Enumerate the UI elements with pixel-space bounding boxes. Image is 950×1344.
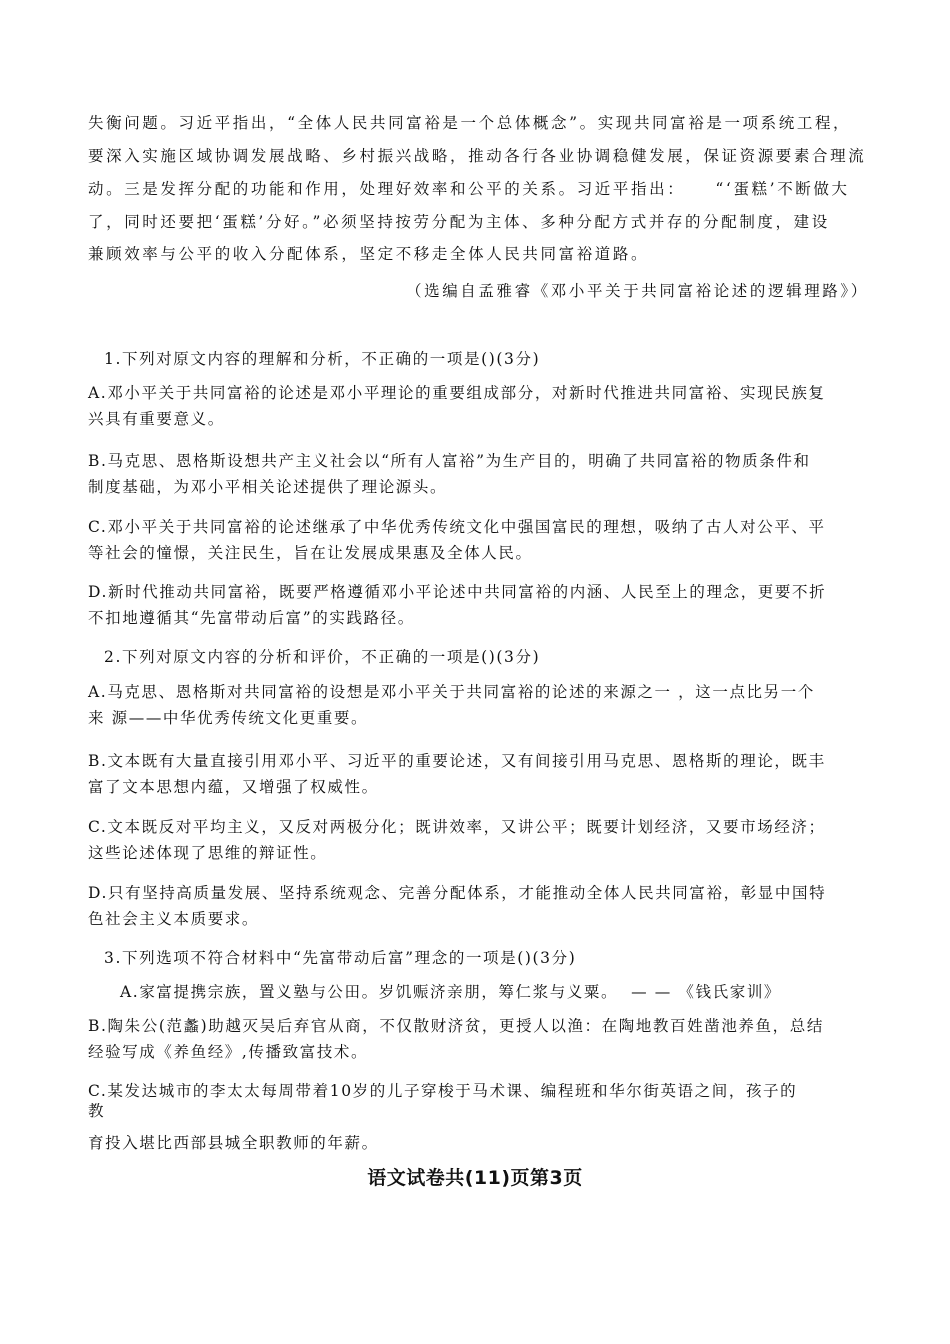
question-stem: 3.下列选项不符合材料中“先富带动后富”理念的一项是()(3分) [104, 949, 577, 967]
option-a-cont: 来 源——中华优秀传统文化更重要。 [88, 709, 369, 727]
page-footer-title: 语文试卷共(11)页第3页 [367, 1167, 583, 1189]
option-c: C.某发达城市的李太太每周带着10岁的儿子穿梭于马术课、编程班和华尔街英语之间，孩子的 [88, 1082, 798, 1100]
option-d: D.新时代推动共同富裕，既要严格遵循邓小平论述中共同富裕的内涵、人民至上的理念，更要不折 [88, 583, 827, 601]
option-b-cont: 经验写成《养鱼经》,传播致富技术。 [88, 1043, 369, 1061]
option-a: A.家富提携宗族，置义塾与公田。岁饥赈济亲朋，筹仁浆与义粟。 — — 《钱氏家训》 [120, 983, 782, 1001]
option-b: B.文本既有大量直接引用邓小平、习近平的重要论述，又有间接引用马克思、恩格斯的理论，既丰 [88, 752, 826, 770]
option-b-cont: 富了文本思想内蕴，又增强了权威性。 [88, 778, 379, 796]
passage-line: 要深入实施区域协调发展战略、乡村振兴战略，推动各行各业协调稳健发展，保证资源要素合理流 [88, 147, 867, 165]
option-d: D.只有坚持高质量发展、坚持系统观念、完善分配体系，才能推动全体人民共同富裕，彰显中国特 [88, 884, 827, 902]
option-a: A.马克思、恩格斯对共同富裕的设想是邓小平关于共同富裕的论述的来源之一 ，这一点比另一个 [88, 683, 815, 701]
option-a-cont: 兴具有重要意义。 [88, 410, 225, 428]
question-stem: 1.下列对原文内容的理解和分析，不正确的一项是()(3分) [104, 350, 541, 368]
passage-source: （选编自孟雅睿《邓小平关于共同富裕论述的逻辑理路》） [406, 282, 869, 300]
option-c: C.文本既反对平均主义，又反对两极分化；既讲效率，又讲公平；既要计划经济，又要市场经济； [88, 818, 826, 836]
option-c-cont: 等社会的憧憬，关注民生，旨在让发展成果惠及全体人民。 [88, 544, 533, 562]
passage-line: 动。三是发挥分配的功能和作用，处理好效率和公平的关系。习近平指出： “‘蛋糕’不断做大 [88, 180, 850, 198]
option-c: C.邓小平关于共同富裕的论述继承了中华优秀传统文化中强国富民的理想，吸纳了古人对公平、平 [88, 518, 826, 536]
passage-line: 了，同时还要把‘蛋糕’分好。”必须坚持按劳分配为主体、多种分配方式并存的分配制度，建设 [88, 213, 830, 231]
option-d-cont: 色社会主义本质要求。 [88, 910, 260, 928]
option-a: A.邓小平关于共同富裕的论述是邓小平理论的重要组成部分，对新时代推进共同富裕、实现民族复 [88, 384, 826, 402]
option-c-cont: 这些论述体现了思维的辩证性。 [88, 844, 328, 862]
option-c-cont: 育投入堪比西部县城全职教师的年薪。 [88, 1134, 379, 1152]
option-b: B.马克思、恩格斯设想共产主义社会以“所有人富裕”为生产目的，明确了共同富裕的物质条件和 [88, 452, 811, 470]
option-b: B.陶朱公(范蠡)助越灭吴后弃官从商，不仅散财济贫，更授人以渔：在陶地教百姓凿池养鱼，总结 [88, 1017, 824, 1035]
option-d-cont: 不扣地遵循其“先富带动后富”的实践路径。 [88, 609, 415, 627]
option-b-cont: 制度基础，为邓小平相关论述提供了理论源头。 [88, 478, 448, 496]
passage-line: 失衡问题。习近平指出，“全体人民共同富裕是一个总体概念”。实现共同富裕是一项系统工程， [88, 114, 852, 132]
question-stem: 2.下列对原文内容的分析和评价，不正确的一项是()(3分) [104, 648, 541, 666]
passage-line: 兼顾效率与公平的收入分配体系，坚定不移走全体人民共同富裕道路。 [88, 245, 650, 263]
option-c-wrap: 教 [88, 1102, 106, 1120]
